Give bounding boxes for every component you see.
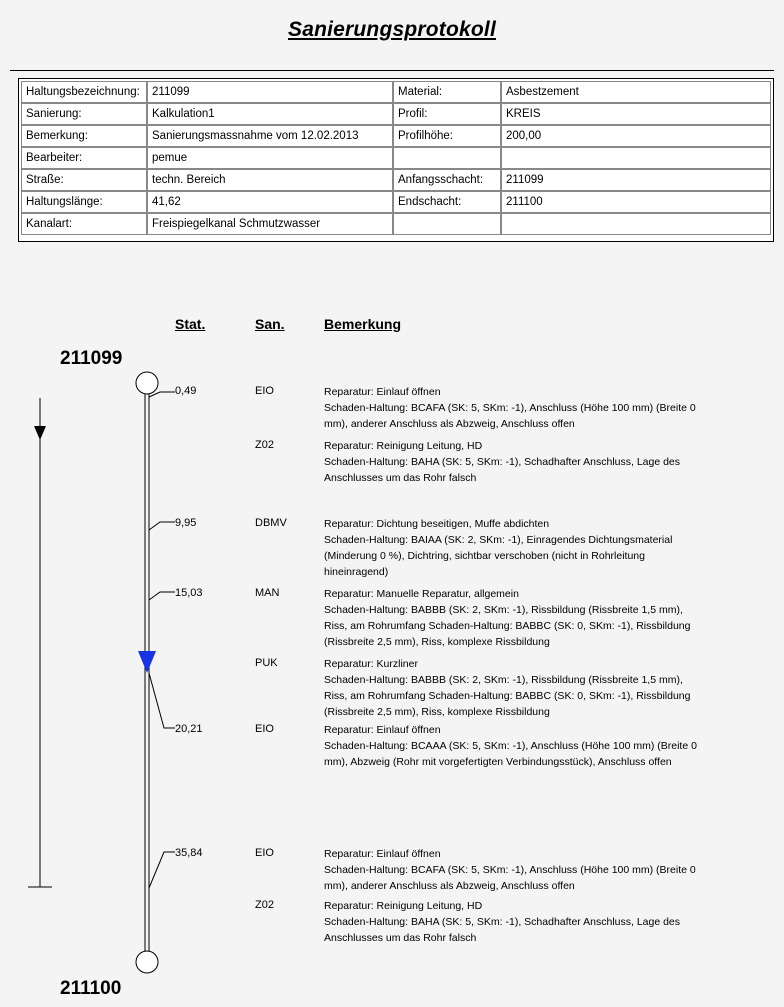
start-manhole-icon xyxy=(136,372,158,394)
station-marker-2 xyxy=(149,592,175,600)
entry-remark-line: mm), anderer Anschluss als Abzweig, Anschluss offen xyxy=(324,880,575,892)
entry-remark-line: Schaden-Haltung: BAHA (SK: 5, SKm: -1), Schadhafter Anschluss, Lage des xyxy=(324,456,681,468)
entry-station: 20,21 xyxy=(175,723,203,735)
entry-remark-line: Schaden-Haltung: BAHA (SK: 5, SKm: -1), Schadhafter Anschluss, Lage des xyxy=(324,916,681,928)
info-value: 211100 xyxy=(501,191,771,213)
entry-station: 35,84 xyxy=(175,847,203,859)
entry-san-code: EIO xyxy=(255,385,274,397)
entry-remark-line: Reparatur: Einlauf öffnen xyxy=(324,724,441,736)
entry-remark xyxy=(324,898,724,946)
entry-san-code: MAN xyxy=(255,587,280,599)
page-title: Sanierungsprotokoll xyxy=(288,18,496,41)
header-san: San. xyxy=(255,316,285,332)
entry-station: 9,95 xyxy=(175,517,197,529)
entry-san-code: Z02 xyxy=(255,439,274,451)
entry-remark-line: Reparatur: Reinigung Leitung, HD xyxy=(324,900,483,912)
entry-remark xyxy=(324,846,724,894)
entry-remark-line: Schaden-Haltung: BABBB (SK: 2, SKm: -1), Rissbildung (Rissbreite 1,5 mm), xyxy=(324,604,683,616)
info-value: KREIS xyxy=(501,103,771,125)
position-marker-icon xyxy=(138,651,156,673)
entry-remark xyxy=(324,384,724,432)
entry-remark-line: Anschlusses um das Rohr falsch xyxy=(324,472,477,484)
entry-remark-line: (Rissbreite 2,5 mm), Riss, komplexe Rissbildung xyxy=(324,706,550,718)
entry-san-code: DBMV xyxy=(255,517,287,529)
entry-remark-line: Riss, am Rohrumfang Schaden-Haltung: BABBC (SK: 0, SKm: -1), Rissbildung xyxy=(324,620,691,632)
entry-remark-line: Reparatur: Kurzliner xyxy=(324,658,418,670)
header-station: Stat. xyxy=(175,316,206,332)
info-value: 200,00 xyxy=(501,125,771,147)
entry-remark xyxy=(324,438,724,486)
entry-remark-line: Schaden-Haltung: BCAAA (SK: 5, SKm: -1), Anschluss (Höhe 100 mm) (Breite 0 xyxy=(324,740,697,752)
start-node-label: 211099 xyxy=(60,348,123,369)
entry-remark-line: mm), Abzweig (Rohr mit vorgefertigten Verbindungsstück), Anschluss offen xyxy=(324,756,672,768)
info-value: 211099 xyxy=(501,169,771,191)
info-key: Haltungslänge: xyxy=(21,191,147,213)
info-key: Bearbeiter: xyxy=(21,147,147,169)
end-manhole-icon xyxy=(136,951,158,973)
entry-remark xyxy=(324,722,724,770)
info-value: Asbestzement xyxy=(501,81,771,103)
info-value: Sanierungsmassnahme vom 12.02.2013 xyxy=(147,125,393,147)
entry-station: 15,03 xyxy=(175,587,203,599)
info-value: 41,62 xyxy=(147,191,393,213)
header-remark: Bemerkung xyxy=(324,316,402,332)
station-marker-1 xyxy=(149,522,175,530)
info-key: Profilhöhe: xyxy=(393,125,501,147)
entry-remark-line: Reparatur: Einlauf öffnen xyxy=(324,848,441,860)
entry-remark xyxy=(324,656,724,720)
entry-remark-line: Schaden-Haltung: BABBB (SK: 2, SKm: -1), Rissbildung (Rissbreite 1,5 mm), xyxy=(324,674,683,686)
info-key: Endschacht: xyxy=(393,191,501,213)
direction-arrow-icon xyxy=(34,426,46,440)
end-node-label: 211100 xyxy=(60,978,122,999)
entry-remark-line: (Rissbreite 2,5 mm), Riss, komplexe Rissbildung xyxy=(324,636,550,648)
info-key: Bemerkung: xyxy=(21,125,147,147)
entry-san-code: Z02 xyxy=(255,899,274,911)
entry-remark-line: Anschlusses um das Rohr falsch xyxy=(324,932,477,944)
entry-remark-line: Schaden-Haltung: BCAFA (SK: 5, SKm: -1), Anschluss (Höhe 100 mm) (Breite 0 xyxy=(324,864,696,876)
info-key: Straße: xyxy=(21,169,147,191)
info-key: Anfangsschacht: xyxy=(393,169,501,191)
info-value: techn. Bereich xyxy=(147,169,393,191)
station-marker-3 xyxy=(149,673,175,728)
info-key: Haltungsbezeichnung: xyxy=(21,81,147,103)
info-value: Kalkulation1 xyxy=(147,103,393,125)
station-marker-4 xyxy=(149,852,175,888)
info-key: Material: xyxy=(393,81,501,103)
entry-remark-line: hineinragend) xyxy=(324,566,389,578)
entry-remark xyxy=(324,516,724,580)
entry-san-code: EIO xyxy=(255,847,274,859)
entry-remark-line: Schaden-Haltung: BAIAA (SK: 2, SKm: -1), Einragendes Dichtungsmaterial xyxy=(324,534,673,546)
info-value: 211099 xyxy=(147,81,393,103)
entry-san-code: PUK xyxy=(255,657,278,669)
info-key: Kanalart: xyxy=(21,213,147,235)
entry-remark-line: Reparatur: Reinigung Leitung, HD xyxy=(324,440,483,452)
entry-station: 0,49 xyxy=(175,385,197,397)
info-key: Profil: xyxy=(393,103,501,125)
entry-remark-line: (Minderung 0 %), Dichtring, sichtbar verschoben (nicht in Rohrleitung xyxy=(324,550,645,562)
entry-remark-line: Reparatur: Manuelle Reparatur, allgemein xyxy=(324,588,519,600)
info-key: Sanierung: xyxy=(21,103,147,125)
entry-remark xyxy=(324,586,724,650)
entry-remark-line: mm), anderer Anschluss als Abzweig, Anschluss offen xyxy=(324,418,575,430)
info-value: pemue xyxy=(147,147,393,169)
entry-remark-line: Schaden-Haltung: BCAFA (SK: 5, SKm: -1), Anschluss (Höhe 100 mm) (Breite 0 xyxy=(324,402,696,414)
entry-remark-line: Reparatur: Einlauf öffnen xyxy=(324,386,441,398)
entry-remark-line: Riss, am Rohrumfang Schaden-Haltung: BABBC (SK: 0, SKm: -1), Rissbildung xyxy=(324,690,691,702)
entry-san-code: EIO xyxy=(255,723,274,735)
entry-remark-line: Reparatur: Dichtung beseitigen, Muffe abdichten xyxy=(324,518,550,530)
info-value: Freispiegelkanal Schmutzwasser xyxy=(147,213,393,235)
